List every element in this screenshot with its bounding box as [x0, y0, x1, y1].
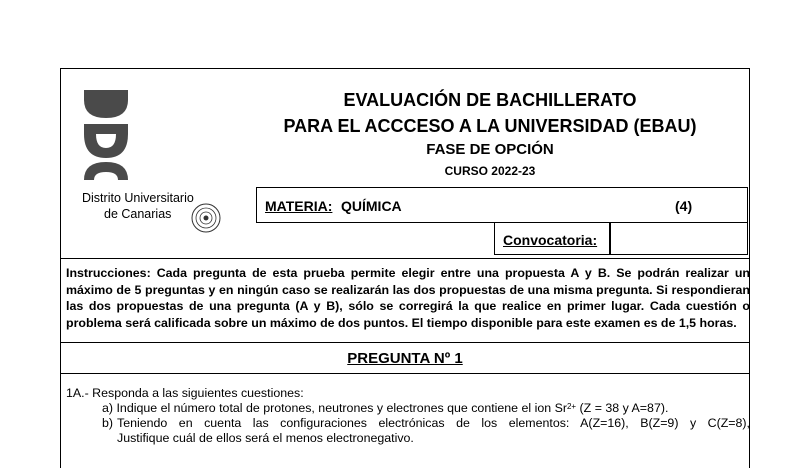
convocatoria-label: Convocatoria:: [503, 232, 598, 248]
divider-pregunta: [60, 373, 750, 374]
divider-instructions: [60, 342, 750, 343]
logo-text-line1: Distrito Universitario: [82, 191, 194, 205]
item-b-text-line2: Justifique cuál de ellos será el menos electronegativo.: [117, 431, 414, 445]
logo-text-line2: de Canarias: [104, 207, 172, 221]
exam-phase: FASE DE OPCIÓN: [426, 141, 554, 158]
pregunta-title: PREGUNTA Nº 1: [347, 350, 463, 367]
convocatoria-box: [494, 222, 748, 255]
materia-box: [256, 187, 748, 223]
divider-top: [60, 258, 750, 259]
convocatoria-divider: [609, 223, 611, 254]
instructions-text: Instrucciones: Cada pregunta de esta prueba permite elegir entre una propuesta A y B. Se podrán realizar un máximo de 5 preguntas y en ningún caso se realizarán las dos propuestas de una misma pregunta. Si respondieran las dos propuestas de una pregunta (A y B), sólo se corregirá la que realice en primer lugar. Cada cuestión o problema será calificada sobre un máximo de dos puntos. El tiempo disponible para este examen es de 1,5 horas.: [66, 266, 750, 330]
exam-course: CURSO 2022-23: [444, 164, 536, 178]
duc-logo: [82, 88, 232, 238]
materia-code: (4): [675, 198, 693, 214]
item-b-text: Teniendo en cuenta las configuraciones electrónicas de los elementos: A(Z=16), B(Z=9) y C(Z=8),: [117, 416, 750, 430]
exam-title-line2: PARA EL ACCCESO A LA UNIVERSIDAD (EBAU): [283, 116, 697, 136]
materia-label: MATERIA:: [265, 198, 333, 214]
item-a-label: a): [102, 401, 114, 415]
item-a-superscript: 2+: [566, 402, 577, 411]
item-a-text-post: (Z = 38 y A=87).: [576, 401, 669, 415]
exam-title-line1: EVALUACIÓN DE BACHILLERATO: [343, 90, 637, 110]
question-1a-item-a: [102, 401, 668, 416]
item-a-text: Indique el número total de protones, neutrones y electrones que contiene el ion Sr: [116, 401, 567, 415]
materia-value: QUÍMICA: [341, 198, 402, 214]
seal-icon: [192, 204, 220, 232]
question-1a-item-b: [102, 416, 750, 431]
duc-letters: [82, 88, 130, 184]
item-b-label: b): [102, 416, 114, 430]
question-1a-intro: 1A.- Responda a las siguientes cuestiones:: [66, 386, 304, 400]
